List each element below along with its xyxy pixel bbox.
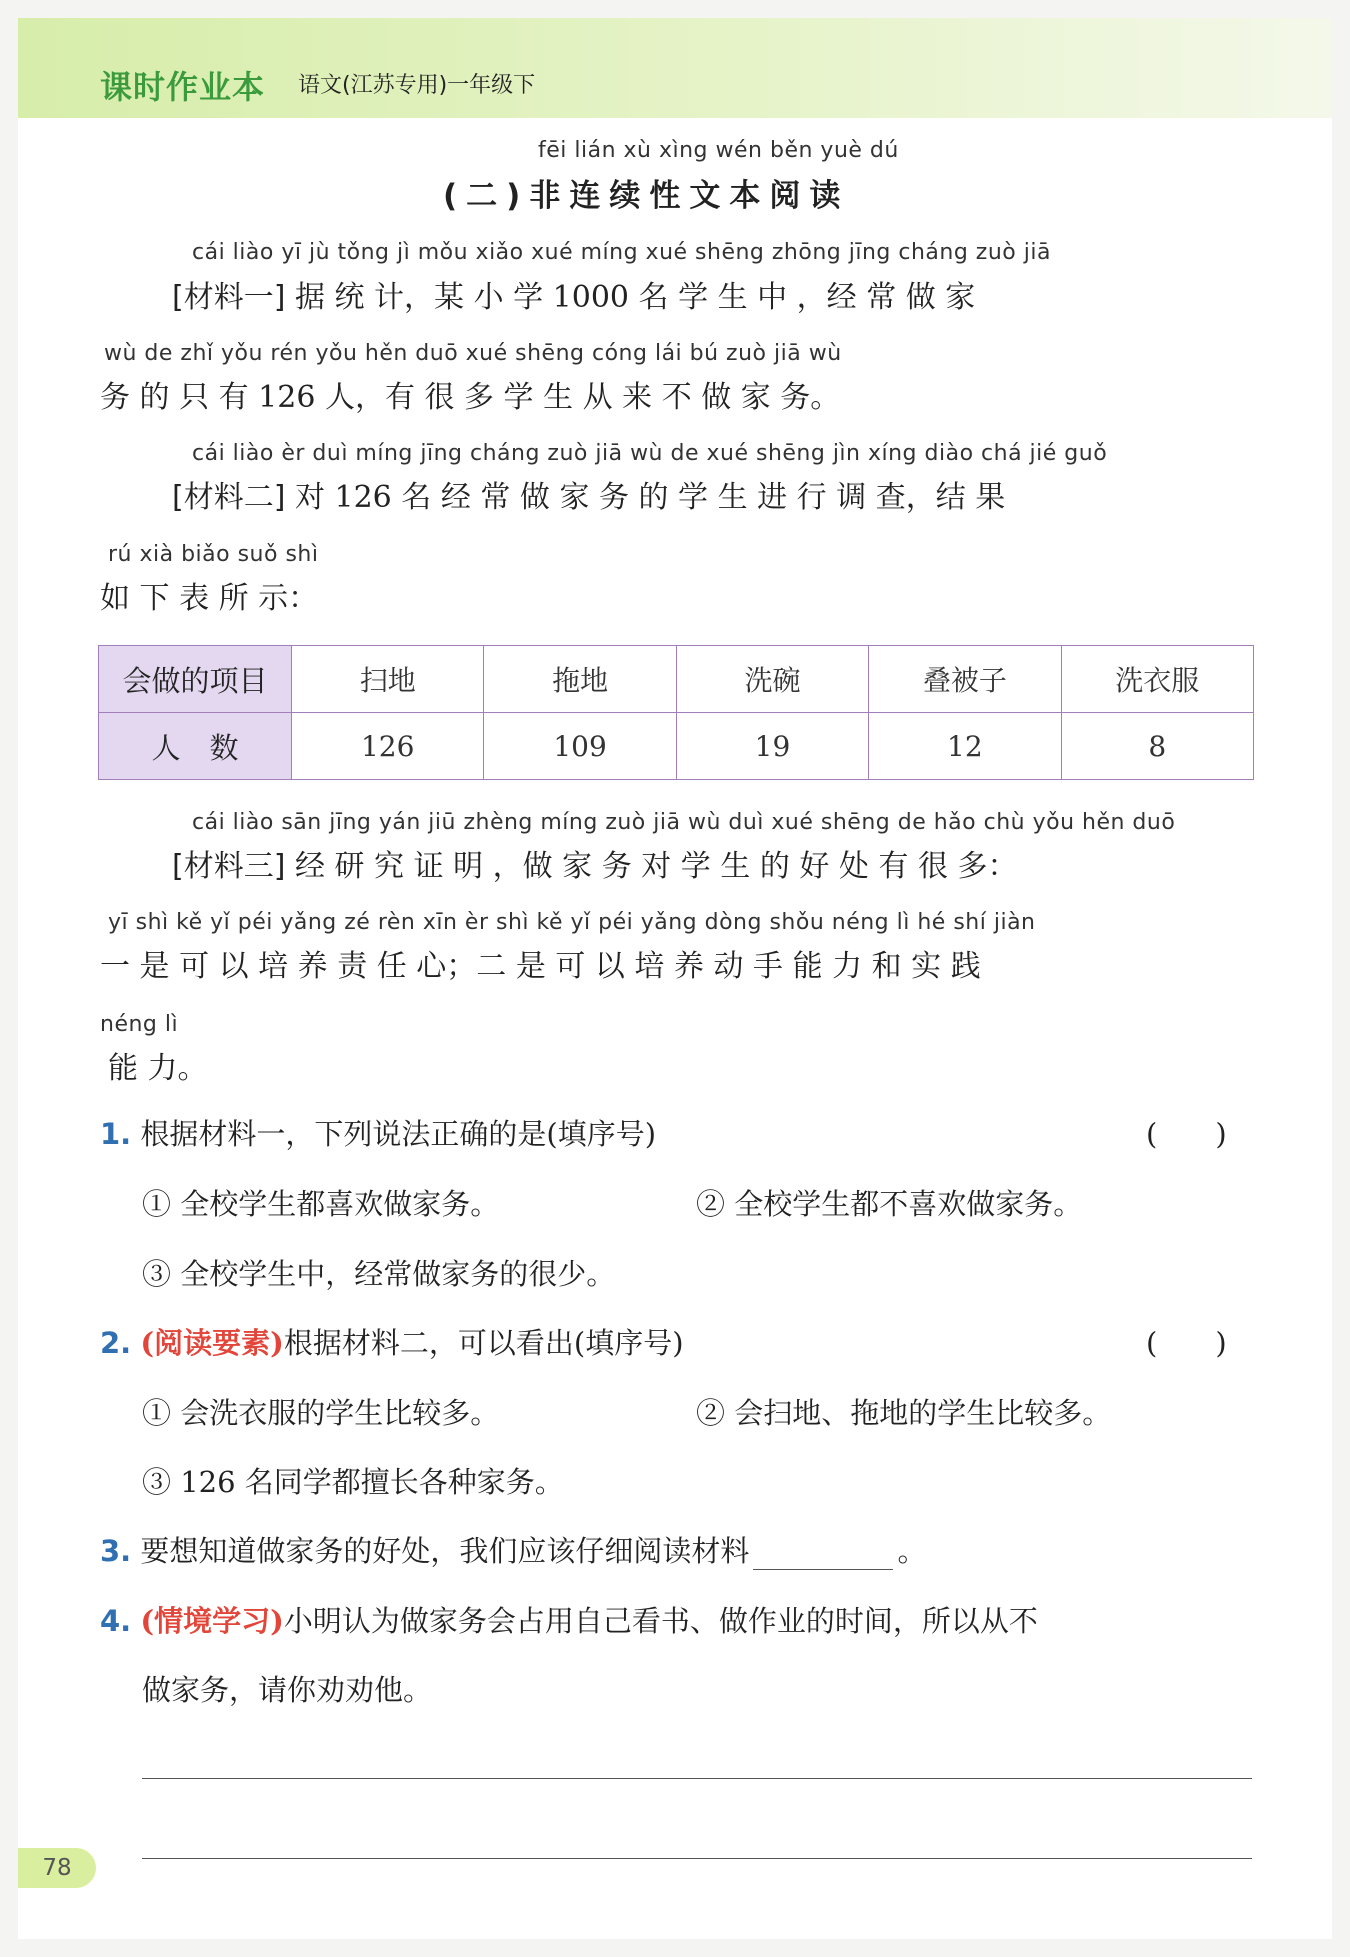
material1-line1 bbox=[172, 272, 975, 316]
answer-blank[interactable] bbox=[753, 1543, 893, 1570]
table-row-label: 人 数 bbox=[99, 713, 292, 780]
table-cell: 126 bbox=[292, 713, 484, 780]
brand-title: 课时作业本 bbox=[100, 68, 266, 106]
material1-label: [材料一] bbox=[172, 280, 286, 315]
material3-text1: 经 研 究 证 明 ，做 家 务 对 学 生 的 好 处 有 很 多： bbox=[294, 849, 1018, 884]
material3-line1 bbox=[172, 841, 1018, 885]
table-row-counts bbox=[99, 713, 1254, 780]
table-col-fold-quilt: 叠被子 bbox=[869, 646, 1061, 713]
q1-option-1: ① 全校学生都喜欢做家务。 bbox=[142, 1187, 500, 1221]
material2-pinyin-line2: rú xià biǎo suǒ shì bbox=[108, 542, 319, 567]
table-row-items bbox=[99, 646, 1254, 713]
table-col-sweep: 扫地 bbox=[292, 646, 484, 713]
chores-table bbox=[98, 645, 1254, 780]
material3-pinyin-line1: cái liào sān jīng yán jiū zhèng míng zuò jiā wù duì xué shēng de hǎo chù yǒu hěn duō bbox=[192, 810, 1176, 835]
question-text: 小明认为做家务会占用自己看书、做作业的时间，所以从不 bbox=[283, 1604, 1038, 1638]
answer-paren-2[interactable]: ( ) bbox=[1146, 1326, 1227, 1360]
answer-line-2[interactable] bbox=[142, 1858, 1252, 1859]
material3-label: [材料三] bbox=[172, 849, 286, 884]
material2-text1: 对 126 名 经 常 做 家 务 的 学 生 进 行 调 查，结 果 bbox=[294, 480, 1006, 515]
question-1 bbox=[100, 1112, 656, 1153]
question-tag: (阅读要素) bbox=[140, 1326, 284, 1360]
material1-text1: 据 统 计，某 小 学 1000 名 学 生 中 ，经 常 做 家 bbox=[294, 280, 976, 315]
question-tag: (情境学习) bbox=[140, 1604, 284, 1638]
question-text: 根据材料二，可以看出(填序号) bbox=[283, 1326, 684, 1360]
question-text: 要想知道做家务的好处，我们应该仔细阅读材料 bbox=[140, 1534, 750, 1568]
question-number: 4. bbox=[100, 1604, 132, 1638]
question-2 bbox=[100, 1321, 684, 1362]
material2-line1 bbox=[172, 472, 1005, 516]
question-4 bbox=[100, 1599, 1038, 1640]
material2-pinyin-line1: cái liào èr duì míng jīng cháng zuò jiā wù de xué shēng jìn xíng diào chá jié guǒ bbox=[192, 441, 1108, 466]
question-number: 1. bbox=[100, 1117, 132, 1151]
table-header-label: 会做的项目 bbox=[99, 646, 292, 713]
material2-line2: 如 下 表 所 示： bbox=[100, 581, 319, 616]
material1-pinyin-line1: cái liào yī jù tǒng jì mǒu xiǎo xué míng xué shēng zhōng jīng cháng zuò jiā bbox=[192, 240, 1051, 265]
answer-paren-1[interactable]: ( ) bbox=[1146, 1117, 1227, 1151]
material3-line2: 一 是 可 以 培 养 责 任 心；二 是 可 以 培 养 动 手 能 力 和 实 践 bbox=[100, 949, 981, 984]
question-4-line2: 做家务，请你劝劝他。 bbox=[142, 1673, 433, 1707]
section-title: (二)非连续性文本阅读 bbox=[443, 178, 850, 214]
table-col-dishes: 洗碗 bbox=[676, 646, 868, 713]
material1-pinyin-line2: wù de zhǐ yǒu rén yǒu hěn duō xué shēng cóng lái bú zuò jiā wù bbox=[104, 341, 842, 366]
question-number: 2. bbox=[100, 1326, 132, 1360]
material3-line3: 能 力。 bbox=[108, 1051, 208, 1086]
question-end: 。 bbox=[897, 1534, 927, 1568]
section-title-pinyin: fēi lián xù xìng wén běn yuè dú bbox=[538, 138, 899, 163]
q2-option-2: ② 会扫地、拖地的学生比较多。 bbox=[696, 1396, 1112, 1430]
question-3 bbox=[100, 1529, 926, 1570]
q1-option-2: ② 全校学生都不喜欢做家务。 bbox=[696, 1187, 1083, 1221]
question-text: 根据材料一，下列说法正确的是(填序号) bbox=[140, 1117, 657, 1151]
question-number: 3. bbox=[100, 1534, 132, 1568]
answer-line-1[interactable] bbox=[142, 1778, 1252, 1779]
q1-option-3: ③ 全校学生中，经常做家务的很少。 bbox=[142, 1257, 616, 1291]
table-cell: 8 bbox=[1061, 713, 1253, 780]
table-col-mop: 拖地 bbox=[484, 646, 676, 713]
table-cell: 12 bbox=[869, 713, 1061, 780]
table-col-laundry: 洗衣服 bbox=[1061, 646, 1253, 713]
book-subtitle: 语文(江苏专用)一年级下 bbox=[298, 73, 536, 98]
material1-line2: 务 的 只 有 126 人，有 很 多 学 生 从 来 不 做 家 务。 bbox=[100, 380, 841, 415]
q2-option-3: ③ 126 名同学都擅长各种家务。 bbox=[142, 1465, 564, 1499]
table-cell: 19 bbox=[676, 713, 868, 780]
q2-option-1: ① 会洗衣服的学生比较多。 bbox=[142, 1396, 500, 1430]
material2-label: [材料二] bbox=[172, 480, 286, 515]
material3-pinyin-line2: yī shì kě yǐ péi yǎng zé rèn xīn èr shì kě yǐ péi yǎng dòng shǒu néng lì hé shí jiàn bbox=[108, 910, 1036, 935]
material3-pinyin-line3: néng lì bbox=[100, 1012, 179, 1037]
page-number: 78 bbox=[18, 1848, 96, 1888]
table-cell: 109 bbox=[484, 713, 676, 780]
